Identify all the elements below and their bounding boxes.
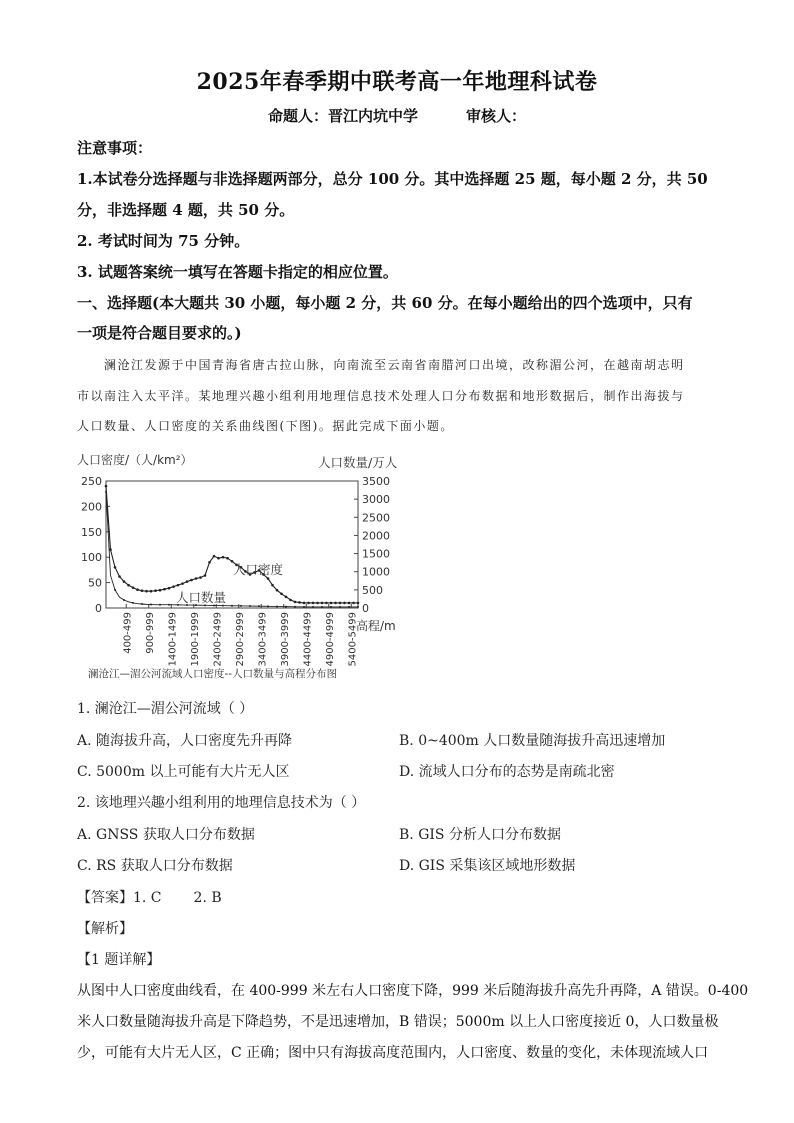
question-1-option-a: A. 随海拔升高，人口密度先升再降 xyxy=(77,733,293,749)
notice-item-3: 3. 试题答案统一填写在答题卡指定的相应位置。 xyxy=(77,263,398,281)
author-line xyxy=(0,105,794,126)
density-point xyxy=(312,602,315,605)
density-point xyxy=(303,602,306,605)
density-point xyxy=(181,582,184,585)
question-2-option-c: C. RS 获取人口分布数据 xyxy=(77,858,233,874)
x-tick-label: 2900-2999 xyxy=(234,612,246,667)
exam-title: 2025年春季期中联考高一年地理科试卷 xyxy=(196,69,598,95)
x-tick-label: 5400-5499 xyxy=(347,612,359,667)
x-tick-label: 400-499 xyxy=(122,612,134,654)
population-point xyxy=(285,606,287,608)
population-annotation: 人口数量 xyxy=(176,590,227,605)
notice-item-1b: 分，非选择题 4 题，共 50 分。 xyxy=(77,201,295,219)
left-tick-label: 150 xyxy=(81,525,102,539)
density-point xyxy=(343,602,346,605)
left-tick-label: 200 xyxy=(81,500,102,514)
population-point xyxy=(168,604,170,606)
right-tick-label: 1500 xyxy=(362,547,390,561)
population-point xyxy=(132,602,134,604)
question-1-option-b: B. 0~400m 人口数量随海拔升高迅速增加 xyxy=(399,733,666,749)
question-1-option-d: D. 流域人口分布的态势是南疏北密 xyxy=(399,764,615,780)
density-point xyxy=(136,588,139,591)
notice-item-1a: 1.本试卷分选择题与非选择题两部分，总分 100 分。其中选择题 25 题，每小题 2 分，共 50 xyxy=(77,170,708,188)
population-point xyxy=(330,606,332,608)
density-point xyxy=(298,601,301,604)
passage-line-1: 澜沧江发源于中国青海省唐古拉山脉，向南流至云南省南腊河口出境，改称湄公河，在越南胡志明 xyxy=(104,358,685,372)
density-point xyxy=(208,561,211,564)
population-point xyxy=(357,606,359,608)
density-point xyxy=(267,577,270,580)
analysis-label: 【解析】 xyxy=(77,921,133,937)
population-point xyxy=(114,589,116,591)
left-tick-label: 0 xyxy=(95,602,102,615)
population-point xyxy=(321,606,323,608)
density-point xyxy=(280,592,283,595)
detail-label: 【1 题详解】 xyxy=(77,952,161,968)
left-tick-label: 100 xyxy=(81,551,102,565)
density-point xyxy=(334,602,337,605)
density-point xyxy=(127,584,130,587)
density-point xyxy=(348,602,351,605)
population-point xyxy=(141,603,143,605)
density-point xyxy=(159,589,162,592)
right-tick-label: 500 xyxy=(362,583,383,597)
right-axis-title: 人口数量/万人 xyxy=(318,455,398,470)
density-point xyxy=(307,602,310,605)
population-point xyxy=(267,605,269,607)
right-tick-label: 2000 xyxy=(362,529,390,543)
population-point xyxy=(348,606,350,608)
population-point xyxy=(276,605,278,607)
density-point xyxy=(150,590,153,593)
population-point xyxy=(159,604,161,606)
density-point xyxy=(294,601,297,604)
passage-line-2: 市以南注入太平洋。某地理兴趣小组利用地理信息技术处理人口分布数据和地形数据后，制作出海拔与 xyxy=(77,389,685,403)
setter-label: 命题人：晋江内坑中学 xyxy=(267,107,418,125)
density-point xyxy=(118,575,121,578)
reviewer-label: 审核人： xyxy=(466,107,527,125)
density-point xyxy=(123,580,126,583)
x-tick-label: 3400-3499 xyxy=(257,612,269,667)
density-point xyxy=(204,574,207,577)
density-point xyxy=(186,580,189,583)
density-point xyxy=(276,589,279,592)
density-point xyxy=(132,586,135,589)
density-point xyxy=(213,555,216,558)
section-heading-1: 一、选择题(本大题共 30 小题，每小题 2 分，共 60 分。在每小题给出的四个选项中，只有 xyxy=(77,294,693,312)
population-point xyxy=(231,605,233,607)
x-tick-label: 1400-1499 xyxy=(167,612,179,667)
answer-2: 2. B xyxy=(193,890,222,906)
density-point xyxy=(316,602,319,605)
density-point xyxy=(352,602,355,605)
density-point xyxy=(168,587,171,590)
density-point xyxy=(177,584,180,587)
density-point xyxy=(145,590,148,593)
explanation-line-3: 少，可能有大片无人区，C 正确；图中只有海拔高度范围内，人口密度、数量的变化，未体现流域人口 xyxy=(77,1045,709,1061)
density-line xyxy=(106,486,358,603)
density-point xyxy=(285,596,288,599)
x-tick-label: 4900-4999 xyxy=(324,612,336,667)
x-tick-label: 4400-4499 xyxy=(302,612,314,667)
density-point xyxy=(217,557,220,560)
explanation-line-1: 从图中人口密度曲线看，在 400-999 米左右人口密度下降，999 米后随海拔升高先升再降，A 错误。0-400 xyxy=(77,983,749,999)
x-tick-label: 2400-2499 xyxy=(212,612,224,667)
population-point xyxy=(303,606,305,608)
density-point xyxy=(114,566,117,569)
x-tick-label: 900-999 xyxy=(144,612,156,654)
notice-heading: 注意事项： xyxy=(77,139,153,157)
left-tick-label: 50 xyxy=(88,576,102,590)
density-point xyxy=(163,588,166,591)
population-point xyxy=(150,604,152,606)
density-point xyxy=(325,602,328,605)
density-point xyxy=(105,485,108,488)
density-point xyxy=(199,576,202,579)
population-point xyxy=(312,606,314,608)
question-2-stem: 2. 该地理兴趣小组利用的地理信息技术为（ ） xyxy=(77,795,366,811)
chart-caption: 澜沧江—湄公河流域人口密度--人口数量与高程分布图 xyxy=(88,668,338,680)
density-point xyxy=(357,602,360,605)
population-point xyxy=(294,606,296,608)
density-point xyxy=(271,584,274,587)
section-heading-2: 一项是符合题目要求的。) xyxy=(77,324,242,342)
density-point xyxy=(141,589,144,592)
density-point xyxy=(321,602,324,605)
density-point xyxy=(226,557,229,560)
density-point xyxy=(289,599,292,602)
population-point xyxy=(240,605,242,607)
density-point xyxy=(195,577,198,580)
density-point xyxy=(330,602,333,605)
passage-line-3: 人口数量、人口密度的关系曲线图(下图)。据此完成下面小题。 xyxy=(77,419,454,433)
right-tick-label: 2500 xyxy=(362,511,390,525)
x-axis-title: 高程/m xyxy=(356,619,396,633)
question-2-option-b: B. GIS 分析人口分布数据 xyxy=(399,827,561,843)
population-point xyxy=(123,599,125,601)
right-tick-label: 3500 xyxy=(362,475,390,488)
answer-1: 1. C xyxy=(133,890,162,906)
left-tick-label: 250 xyxy=(81,475,102,488)
density-point xyxy=(172,585,175,588)
elevation-population-chart xyxy=(70,448,410,684)
population-point xyxy=(249,605,251,607)
question-1-stem: 1. 澜沧江—湄公河流域（ ） xyxy=(77,701,254,717)
right-tick-label: 1000 xyxy=(362,565,390,579)
density-point xyxy=(222,556,225,559)
population-line xyxy=(106,492,358,607)
population-point xyxy=(105,491,107,493)
density-annotation: 人口密度 xyxy=(233,562,284,577)
question-2-option-a: A. GNSS 获取人口分布数据 xyxy=(77,827,255,843)
plot-frame xyxy=(106,481,358,608)
right-tick-label: 0 xyxy=(362,602,369,615)
question-2-option-d: D. GIS 采集该区域地形数据 xyxy=(399,858,576,874)
left-axis-title: 人口密度/（人/km²） xyxy=(77,453,193,467)
right-tick-label: 3000 xyxy=(362,493,390,507)
population-point xyxy=(339,606,341,608)
x-tick-label: 1900-1999 xyxy=(189,612,201,667)
explanation-line-2: 米人口数量随海拔升高是下降趋势，不是迅速增加，B 错误；5000m 以上人口密度接近 0，人口数量极 xyxy=(77,1014,719,1030)
density-point xyxy=(339,602,342,605)
population-point xyxy=(258,605,260,607)
notice-item-2: 2. 考试时间为 75 分钟。 xyxy=(77,232,250,250)
density-point xyxy=(190,579,193,582)
plot-area xyxy=(81,475,390,667)
answer-line xyxy=(77,887,222,907)
density-point xyxy=(154,589,157,592)
answer-label: 【答案】 xyxy=(77,890,133,906)
x-tick-label: 3900-3999 xyxy=(279,612,291,667)
question-1-option-c: C. 5000m 以上可能有大片无人区 xyxy=(77,764,290,780)
